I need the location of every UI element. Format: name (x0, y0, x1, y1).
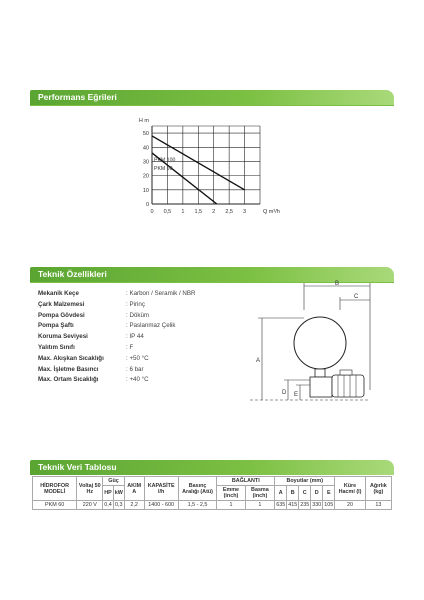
table-cell: 20 (335, 501, 366, 510)
header-suction: Emme (inch) (217, 486, 245, 501)
header-current: AKIM A (124, 477, 144, 501)
series-label: PKM 100 (154, 157, 176, 164)
header-hp: HP (103, 486, 114, 501)
spec-label: Pompa Şaftı (38, 322, 74, 330)
x-tick-label: 0,5 (163, 209, 172, 215)
y-tick-label: 40 (142, 145, 149, 152)
spec-row (38, 331, 144, 342)
spec-label: Pompa Gövdesi (38, 311, 85, 319)
header-dimensions: Boyutlar (mm) (275, 477, 335, 486)
y-tick-label: 50 (142, 131, 149, 138)
series-label: PKM 60 (154, 165, 173, 172)
performance-title: Performans Eğrileri (38, 92, 117, 102)
x-tick-label: 1,5 (194, 209, 203, 215)
x-tick-label: 0 (150, 209, 154, 215)
spec-label: Yalıtım Sınıfı (38, 344, 75, 351)
spec-label: Koruma Seviyesi (38, 333, 88, 341)
x-tick-label: 1 (181, 209, 185, 215)
technical-data-table (32, 476, 392, 510)
table-row (33, 501, 392, 510)
table-cell: 235 (300, 502, 310, 508)
y-tick-label: 10 (142, 187, 149, 194)
spec-value: : Pirinç (126, 300, 145, 308)
spec-row (38, 342, 133, 353)
header-weight: Ağırlık (kg) (365, 477, 391, 501)
spec-value: : +40 °C (126, 376, 149, 384)
spec-row (38, 364, 144, 375)
table-cell: 2,2 (124, 501, 144, 510)
spec-row (38, 299, 145, 310)
header-connection: BAĞLANTI (217, 477, 275, 486)
header-discharge: Basma (inch) (245, 486, 275, 501)
performance-divider (30, 105, 394, 106)
table-cell: 1,5 - 2,5 (178, 501, 217, 510)
dim-label-a: A (256, 358, 261, 364)
table-cell: 13 (365, 501, 391, 510)
spec-label: Max. Ortam Sıcaklığı (38, 376, 99, 384)
spec-label: Çark Malzemesi (38, 300, 85, 308)
spec-row (38, 288, 195, 299)
spec-value: : 6 bar (126, 365, 144, 373)
table-title: Teknik Veri Tablosu (38, 462, 117, 472)
spec-row (38, 310, 149, 321)
header-dim-b: B (287, 486, 299, 501)
spec-row (38, 374, 149, 385)
spec-value: : Paslanmaz Çelik (126, 322, 176, 330)
header-power: Güç (103, 477, 125, 486)
spec-value: : Döküm (126, 311, 150, 319)
table-body (33, 501, 392, 510)
header-dim-c: C (299, 486, 311, 501)
table-cell: 220 V (77, 501, 103, 510)
specs-title: Teknik Özellikleri (38, 269, 107, 279)
x-tick-label: 2 (212, 209, 216, 215)
y-tick-label: 20 (142, 173, 149, 180)
header-pressure: Basınç Aralığı (Atü) (178, 477, 217, 501)
table-cell: 1 (245, 501, 275, 510)
spec-value: : F (126, 344, 134, 351)
table-header-row-1 (33, 477, 392, 486)
header-dim-d: D (311, 486, 323, 501)
header-model: HİDROFOR MODELİ (33, 477, 77, 501)
header-dim-e: E (323, 486, 335, 501)
spec-label: Mekanik Keçe (38, 290, 79, 297)
table-cell: 105 (324, 502, 334, 508)
table-banner (30, 460, 394, 475)
spec-value: : +50 °C (126, 354, 149, 362)
y-axis-label: H m (138, 118, 149, 124)
spec-label: Max. Akışkan Sıcaklığı (38, 354, 104, 362)
x-tick-label: 2,5 (225, 209, 233, 215)
dim-label-e: E (294, 392, 299, 398)
table-cell: 1400 - 600 (144, 501, 178, 510)
series-line (152, 153, 217, 204)
y-tick-label: 0 (145, 202, 149, 208)
performance-chart (138, 112, 288, 222)
table-cell: 1 (217, 501, 245, 510)
dim-label-b: B (335, 281, 340, 287)
pump-dimension-drawing (240, 280, 400, 440)
table-cell: 635 (276, 502, 286, 508)
table-cell: 0,3 (115, 502, 123, 508)
header-tank-volume: Küre Hacmi (l) (335, 477, 366, 501)
header-voltage: Voltaj 50 Hz (77, 477, 103, 501)
table-cell: 330 (312, 502, 322, 508)
spec-value: : IP 44 (126, 333, 144, 341)
dim-label-d: D (282, 390, 287, 396)
header-dim-a: A (275, 486, 287, 501)
table-cell: 0,4 (104, 502, 112, 508)
header-capacity: KAPASİTE l/h (144, 477, 178, 501)
spec-row (38, 353, 149, 364)
table-cell: PKM 60 (33, 501, 77, 510)
table-cell: 415 (288, 502, 298, 508)
performance-banner (30, 90, 394, 105)
spec-value: : Karbon / Seramik / NBR (126, 290, 196, 297)
spec-label: Max. İşletme Basıncı (38, 365, 99, 373)
dim-label-c: C (354, 294, 359, 300)
y-tick-label: 30 (142, 159, 149, 166)
spec-row (38, 320, 176, 331)
x-axis-label: Q m³/h (263, 209, 280, 215)
header-kw: kW (113, 486, 124, 501)
x-tick-label: 3 (243, 209, 247, 215)
